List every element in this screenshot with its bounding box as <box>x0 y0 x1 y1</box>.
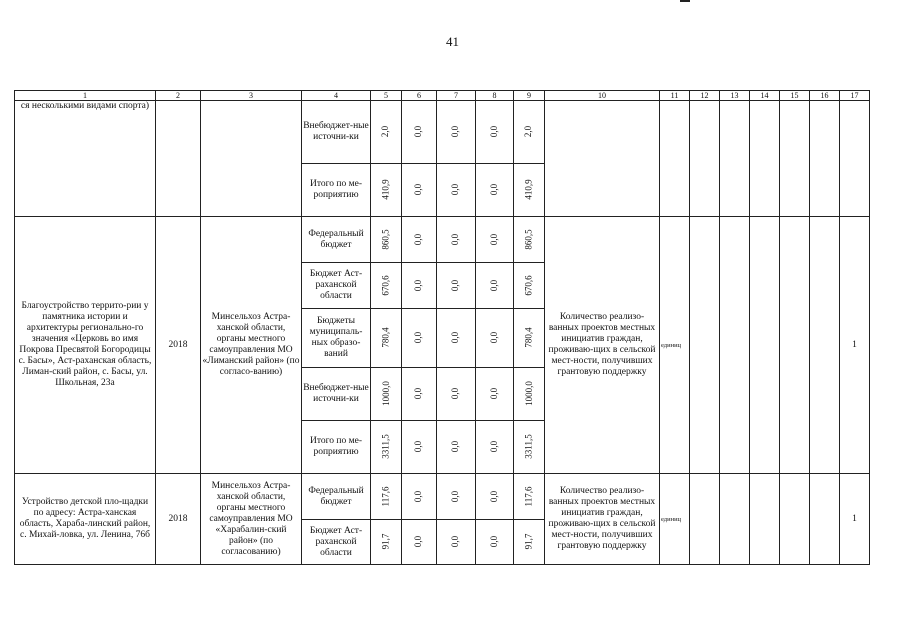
value-total: 2,0 <box>371 101 402 164</box>
unit-cell: единиц <box>660 474 690 565</box>
col12-cell <box>690 474 720 565</box>
value-year1: 0,0 <box>402 421 437 474</box>
value-year4: 117,6 <box>514 474 545 520</box>
value-year2: 0,0 <box>437 309 476 368</box>
value-total: 780,4 <box>371 309 402 368</box>
header-cell: 5 <box>371 91 402 101</box>
col15-cell <box>780 474 810 565</box>
value-year1: 0,0 <box>402 263 437 309</box>
source-cell: Федеральный бюджет <box>302 474 371 520</box>
col14-cell <box>750 101 780 217</box>
measure-name: Устройство детской пло-щадки по адресу: Астра-ханская область, Хараба-линский район, с. Михай-ловка, ул. Ленина, 76б <box>15 474 156 565</box>
col16-cell <box>810 474 840 565</box>
header-cell: 14 <box>750 91 780 101</box>
value-year4: 670,6 <box>514 263 545 309</box>
source-cell: Внебюджет-ные источни-ки <box>302 101 371 164</box>
value-year2: 0,0 <box>437 368 476 421</box>
header-row <box>15 91 870 101</box>
value-year4: 2,0 <box>514 101 545 164</box>
value-year1: 0,0 <box>402 520 437 565</box>
funding-row <box>15 474 870 520</box>
value-total: 91,7 <box>371 520 402 565</box>
col13-cell <box>720 474 750 565</box>
source-cell: Бюджеты муниципаль-ных образо-ваний <box>302 309 371 368</box>
source-cell: Итого по ме-роприятию <box>302 421 371 474</box>
col14-cell <box>750 474 780 565</box>
header-cell: 13 <box>720 91 750 101</box>
col12-cell <box>690 101 720 217</box>
value-year2: 0,0 <box>437 263 476 309</box>
value-year3: 0,0 <box>476 309 514 368</box>
col17-cell: 1 <box>840 474 870 565</box>
value-year3: 0,0 <box>476 263 514 309</box>
value-year1: 0,0 <box>402 368 437 421</box>
col16-cell <box>810 217 840 474</box>
value-year1: 0,0 <box>402 474 437 520</box>
source-cell: Бюджет Аст-раханской области <box>302 520 371 565</box>
year-cell: 2018 <box>156 217 201 474</box>
col12-cell <box>690 217 720 474</box>
value-year2: 0,0 <box>437 421 476 474</box>
value-year3: 0,0 <box>476 474 514 520</box>
value-year3: 0,0 <box>476 101 514 164</box>
value-total: 860,5 <box>371 217 402 263</box>
value-year2: 0,0 <box>437 164 476 217</box>
year-cell <box>156 101 201 217</box>
header-cell: 4 <box>302 91 371 101</box>
col17-cell <box>840 101 870 217</box>
value-year4: 1000,0 <box>514 368 545 421</box>
value-year4: 780,4 <box>514 309 545 368</box>
unit-cell <box>660 101 690 217</box>
program-table <box>14 90 870 565</box>
header-cell: 3 <box>201 91 302 101</box>
col14-cell <box>750 217 780 474</box>
col16-cell <box>810 101 840 217</box>
value-year1: 0,0 <box>402 217 437 263</box>
value-year2: 0,0 <box>437 101 476 164</box>
source-cell: Внебюджет-ные источни-ки <box>302 368 371 421</box>
col15-cell <box>780 217 810 474</box>
executor-cell: Минсельхоз Астра-ханской области, органы местного самоуправления МО «Харабалин-ский район» (по согласованию) <box>201 474 302 565</box>
header-cell: 15 <box>780 91 810 101</box>
year-cell: 2018 <box>156 474 201 565</box>
value-year4: 410,9 <box>514 164 545 217</box>
value-year3: 0,0 <box>476 368 514 421</box>
header-cell: 11 <box>660 91 690 101</box>
corner-mark <box>680 0 690 2</box>
value-year2: 0,0 <box>437 474 476 520</box>
col13-cell <box>720 101 750 217</box>
value-year3: 0,0 <box>476 164 514 217</box>
unit-cell: единиц <box>660 217 690 474</box>
indicator-cell <box>545 101 660 217</box>
value-year4: 860,5 <box>514 217 545 263</box>
value-year1: 0,0 <box>402 101 437 164</box>
value-total: 410,9 <box>371 164 402 217</box>
header-cell: 1 <box>15 91 156 101</box>
value-year3: 0,0 <box>476 520 514 565</box>
indicator-cell: Количество реализо-ванных проектов местных инициатив граждан, проживаю-щих в сельской мест-ности, получивших грантовую поддержку <box>545 474 660 565</box>
executor-cell <box>201 101 302 217</box>
value-year3: 0,0 <box>476 421 514 474</box>
header-cell: 12 <box>690 91 720 101</box>
value-year2: 0,0 <box>437 217 476 263</box>
value-year4: 3311,5 <box>514 421 545 474</box>
source-cell: Итого по ме-роприятию <box>302 164 371 217</box>
header-cell: 17 <box>840 91 870 101</box>
header-cell: 7 <box>437 91 476 101</box>
value-year2: 0,0 <box>437 520 476 565</box>
measure-name: ся несколькими видами спорта) <box>15 101 156 217</box>
value-total: 670,6 <box>371 263 402 309</box>
funding-row <box>15 101 870 164</box>
header-cell: 9 <box>514 91 545 101</box>
executor-cell: Минсельхоз Астра-ханской области, органы местного самоуправления МО «Лиманский район» (по согласо-ванию) <box>201 217 302 474</box>
value-year1: 0,0 <box>402 309 437 368</box>
value-total: 1000,0 <box>371 368 402 421</box>
header-cell: 8 <box>476 91 514 101</box>
header-cell: 10 <box>545 91 660 101</box>
source-cell: Бюджет Аст-раханской области <box>302 263 371 309</box>
col13-cell <box>720 217 750 474</box>
page-number: 41 <box>446 34 459 49</box>
measure-name: Благоустройство террито-рии у памятника истории и архитектуры регионально-го значения «Церковь во имя Покрова Пресвятой Богородицы с. Басы», Аст-раханская область, Лиман-ский район, с. Басы, ул. Школьная, 23а <box>15 217 156 474</box>
value-total: 117,6 <box>371 474 402 520</box>
header-cell: 16 <box>810 91 840 101</box>
source-cell: Федеральный бюджет <box>302 217 371 263</box>
header-cell: 2 <box>156 91 201 101</box>
value-year3: 0,0 <box>476 217 514 263</box>
value-year1: 0,0 <box>402 164 437 217</box>
value-total: 3311,5 <box>371 421 402 474</box>
value-year4: 91,7 <box>514 520 545 565</box>
indicator-cell: Количество реализо-ванных проектов местных инициатив граждан, проживаю-щих в сельской мест-ности, получивших грантовую поддержку <box>545 217 660 474</box>
col17-cell: 1 <box>840 217 870 474</box>
funding-row <box>15 217 870 263</box>
header-cell: 6 <box>402 91 437 101</box>
col15-cell <box>780 101 810 217</box>
